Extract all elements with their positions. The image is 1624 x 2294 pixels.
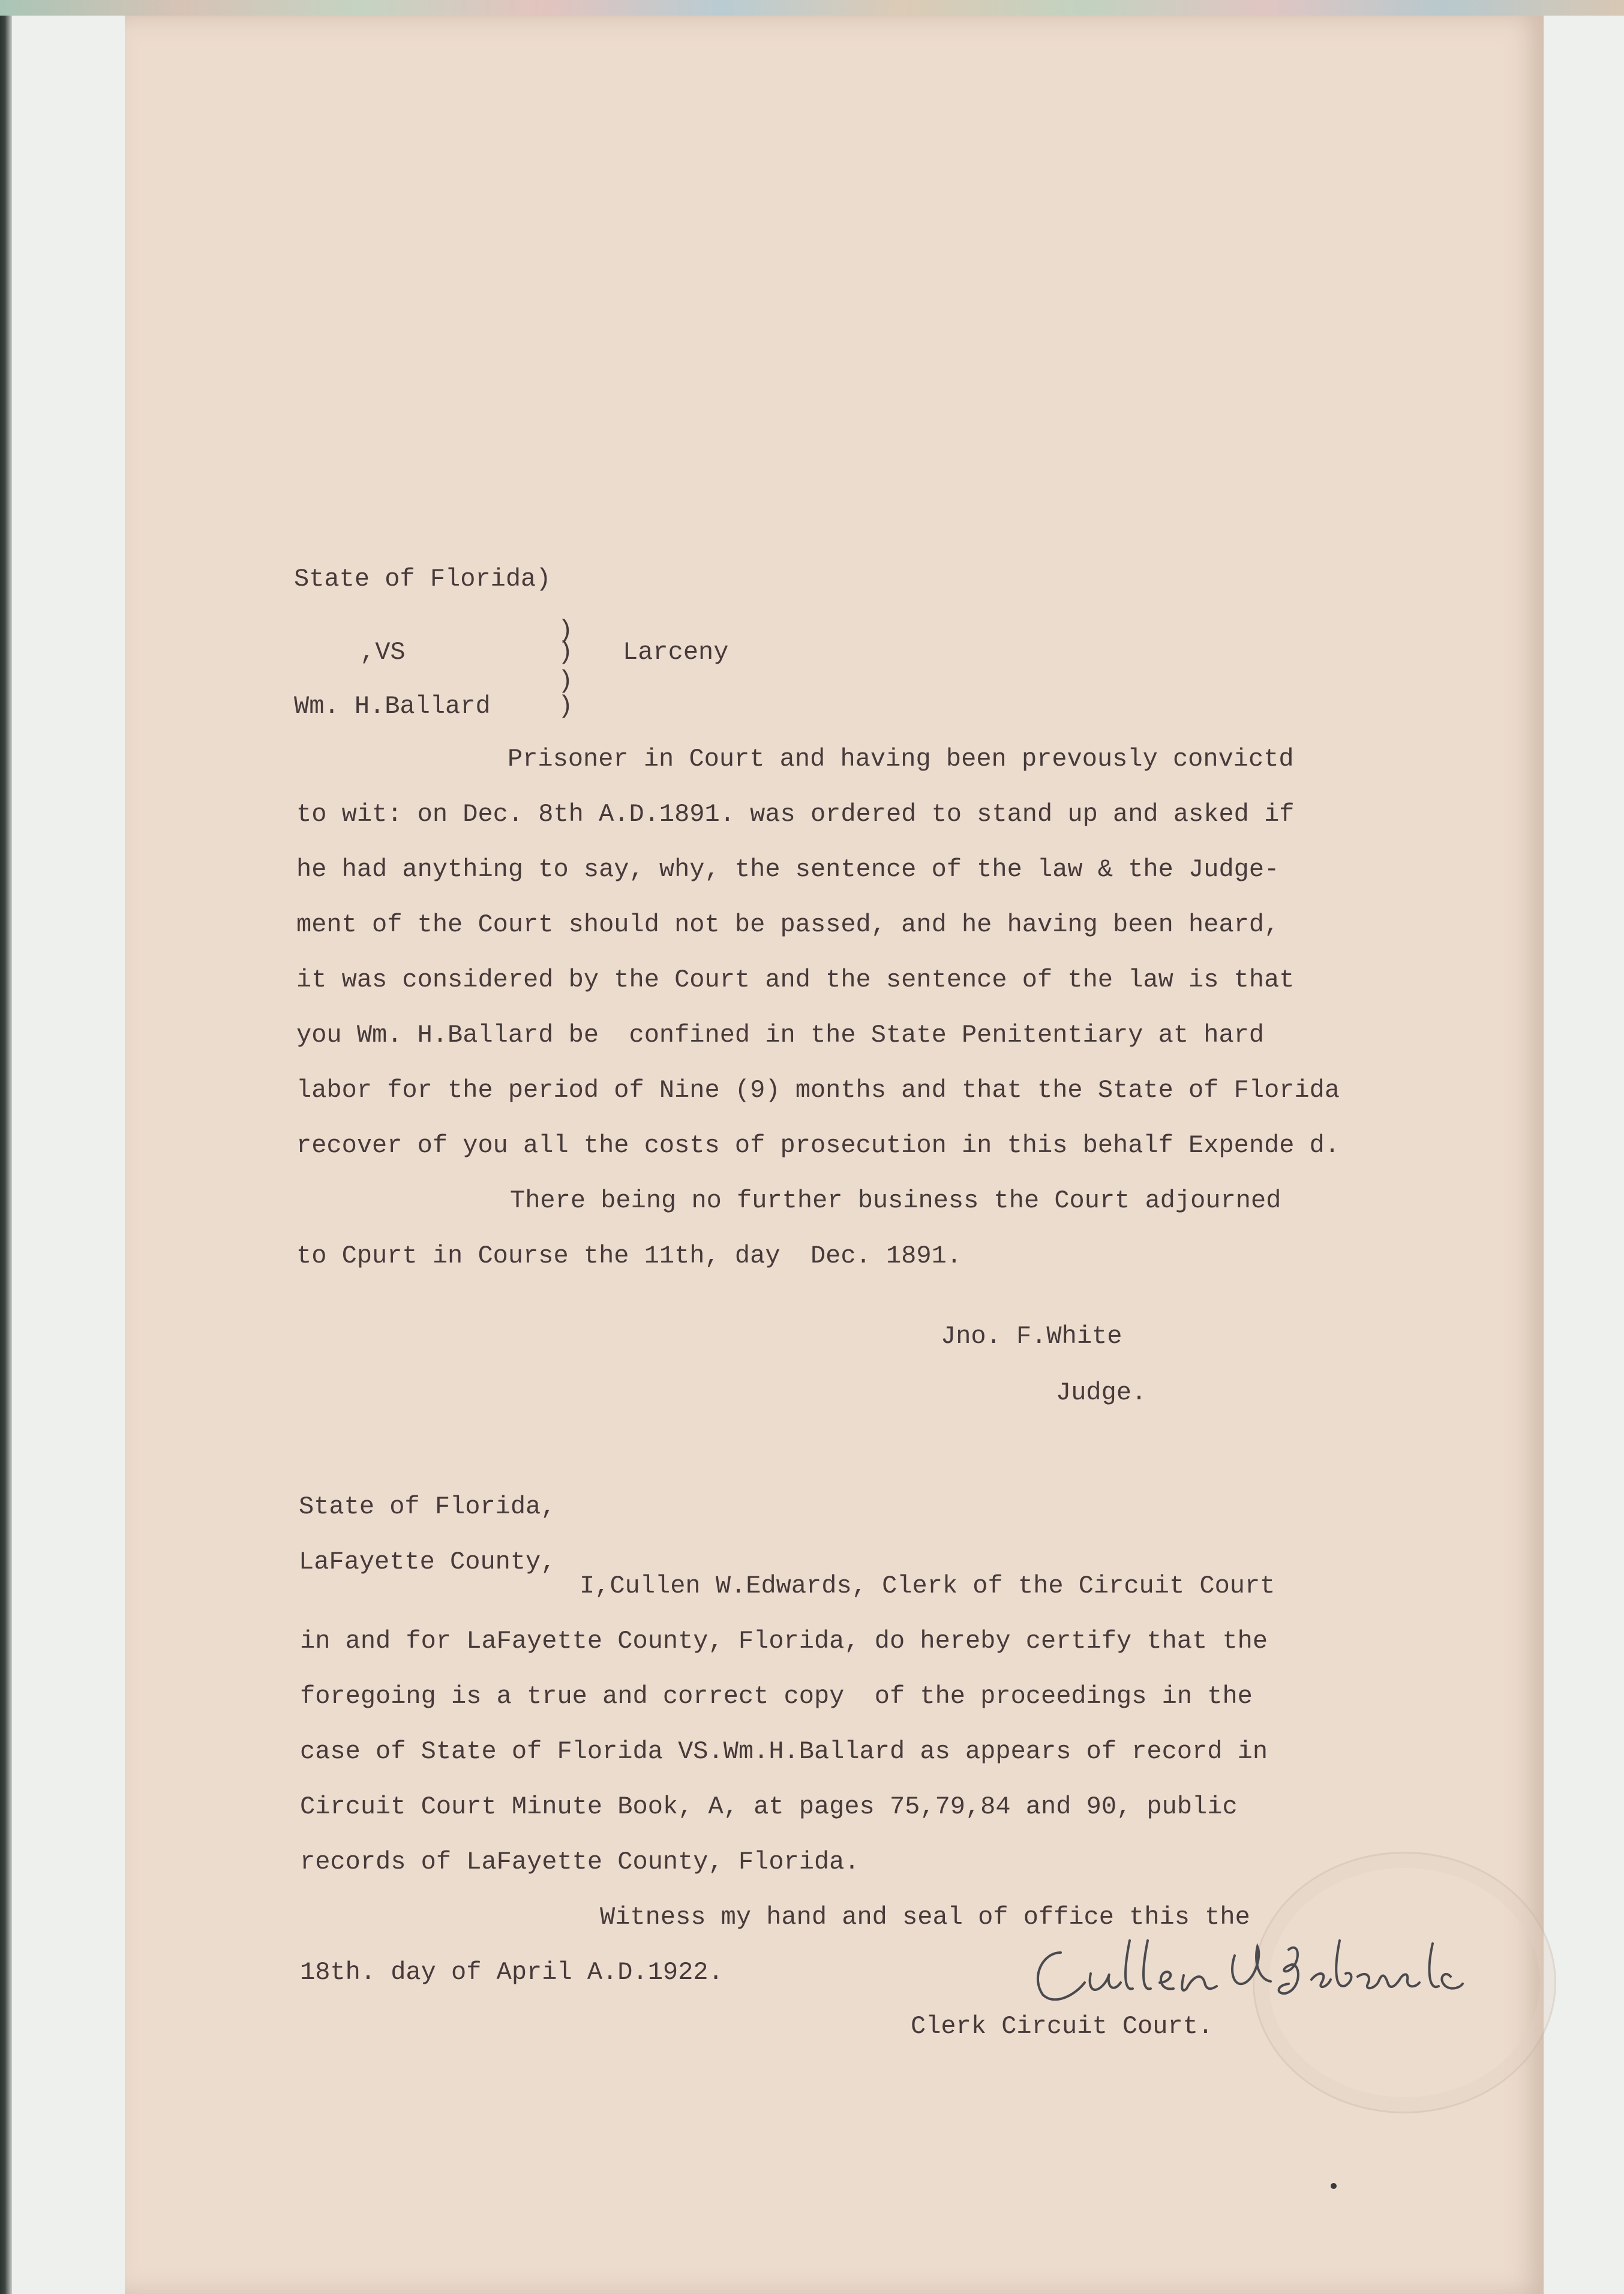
text-line: labor for the period of Nine (9) months and that the State of Florida [296,1076,1340,1105]
certificate-date: 18th. day of April A.D.1922. [300,1958,724,1987]
text-line: Circuit Court Minute Book, A, at pages 75,79,84 and 90, public [300,1792,1238,1821]
judge-name: Jno. F.White [941,1322,1122,1351]
scan-left-edge [0,16,12,2294]
text-line: he had anything to say, why, the sentence of the law & the Judge- [296,855,1280,884]
text-line: foregoing is a true and correct copy of the proceedings in the [300,1682,1253,1711]
text-line: you Wm. H.Ballard be confined in the State Penitentiary at hard [296,1021,1265,1049]
certificate-venue-county: LaFayette County, [299,1548,556,1576]
text-line: to Cpurt in Course the 11th, day Dec. 1891. [296,1242,962,1270]
caption-bracket: ) [558,616,574,645]
caption-bracket: ) [558,638,574,667]
caption-vs: ,VS [360,638,406,667]
text-line: records of LaFayette County, Florida. [300,1848,860,1876]
caption-defendant: Wm. H.Ballard [294,692,491,721]
caption-charge: Larceny [623,638,729,667]
text-line: in and for LaFayette County, Florida, do hereby certify that the [300,1627,1268,1656]
paper-speck [1331,2183,1337,2189]
signer-title: Clerk Circuit Court. [911,2012,1214,2041]
text-line: I,Cullen W.Edwards, Clerk of the Circuit Court [580,1572,1275,1600]
judge-title: Judge. [1056,1378,1147,1407]
document-page [125,16,1544,2294]
caption-bracket: ) [558,667,574,695]
scan-edge-strip [0,0,1624,16]
text-line: recover of you all the costs of prosecution in this behalf Expende d. [296,1131,1340,1160]
text-line: it was considered by the Court and the sentence of the law is that [296,965,1295,994]
text-line: There being no further business the Court adjourned [510,1186,1281,1215]
caption-plaintiff: State of Florida) [294,565,551,593]
text-line: case of State of Florida VS.Wm.H.Ballard as appears of record in [300,1737,1268,1766]
clerk-handwritten-signature [1019,1929,1475,2013]
text-line: Witness my hand and seal of office this the [600,1903,1250,1932]
caption-bracket: ) [558,692,574,721]
text-line: to wit: on Dec. 8th A.D.1891. was ordered to stand up and asked if [296,800,1295,829]
text-line: ment of the Court should not be passed, and he having been heard, [296,910,1280,939]
text-line: Prisoner in Court and having been prevously convictd [508,745,1294,773]
certificate-venue-state: State of Florida, [299,1492,556,1521]
